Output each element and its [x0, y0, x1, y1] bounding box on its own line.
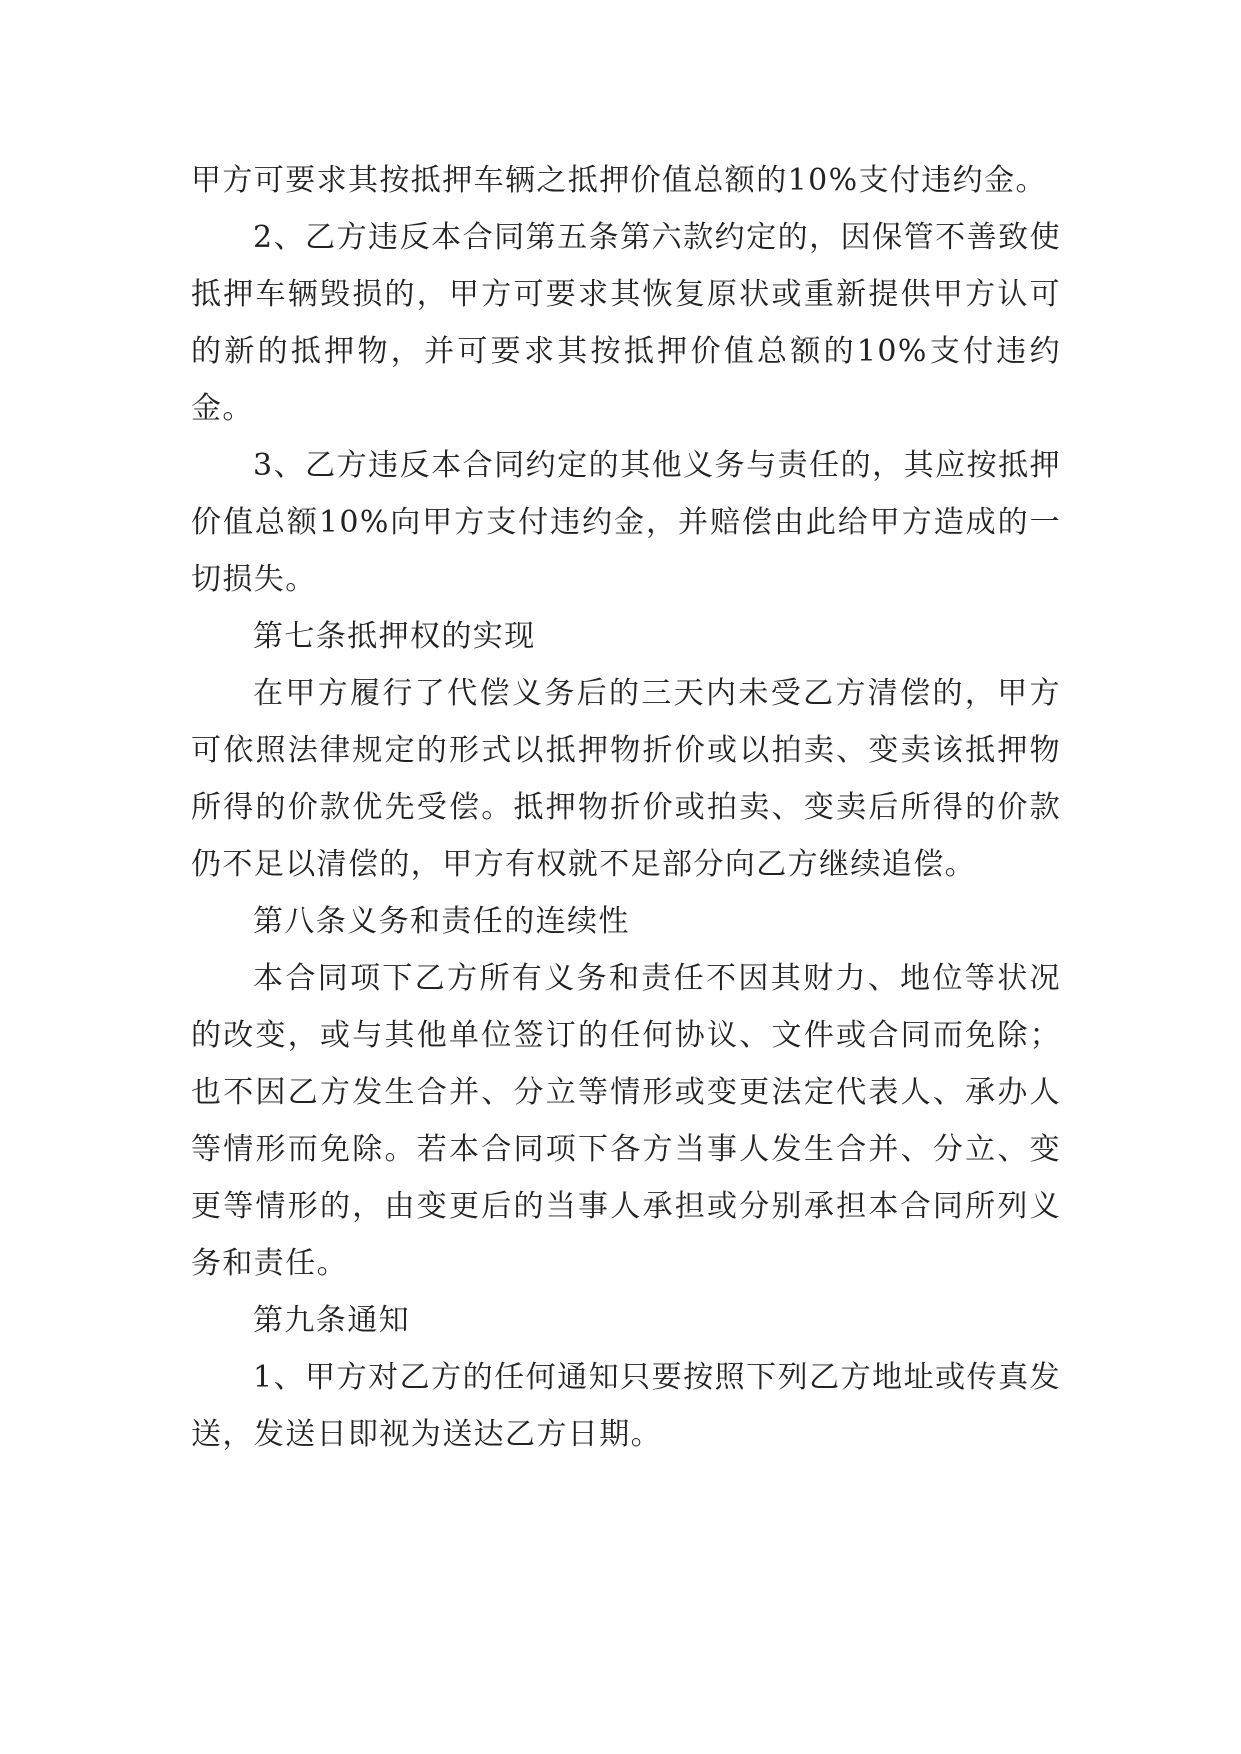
paragraph-penalty-continuation: 甲方可要求其按抵押车辆之抵押价值总额的10%支付违约金。	[191, 163, 1047, 198]
paragraph-clause-2: 2、乙方违反本合同第五条第六款约定的，因保管不善致使抵押车辆毁损的，甲方可要求其恢复原状或重新提供甲方认可的新的抵押物，并可要求其按抵押价值总额的10%支付违约金。	[191, 220, 1061, 426]
paragraph-article-9-clause-1: 1、甲方对乙方的任何通知只要按照下列乙方地址或传真发送，发送日即视为送达乙方日期。	[191, 1360, 1061, 1452]
paragraph-article-8-body: 本合同项下乙方所有义务和责任不因其财力、地位等状况的改变，或与其他单位签订的任何协议、文件或合同而免除；也不因乙方发生合并、分立等情形或变更法定代表人、承办人等情形而免除。若本合同项下各方当事人发生合并、分立、变更等情形的，由变更后的当事人承担或分别承担本合同所列义务和责任。	[191, 961, 1061, 1281]
paragraph-clause-3: 3、乙方违反本合同约定的其他义务与责任的，其应按抵押价值总额10%向甲方支付违约金，并赔偿由此给甲方造成的一切损失。	[191, 448, 1061, 597]
section-heading-article-9: 第九条通知	[253, 1303, 410, 1338]
section-heading-article-8: 第八条义务和责任的连续性	[253, 904, 630, 939]
document-body	[191, 152, 1061, 1463]
section-heading-article-7: 第七条抵押权的实现	[253, 619, 536, 654]
paragraph-article-7-body: 在甲方履行了代偿义务后的三天内未受乙方清偿的，甲方可依照法律规定的形式以抵押物折价或以拍卖、变卖该抵押物所得的价款优先受偿。抵押物折价或拍卖、变卖后所得的价款仍不足以清偿的，甲方有权就不足部分向乙方继续追偿。	[191, 676, 1061, 882]
